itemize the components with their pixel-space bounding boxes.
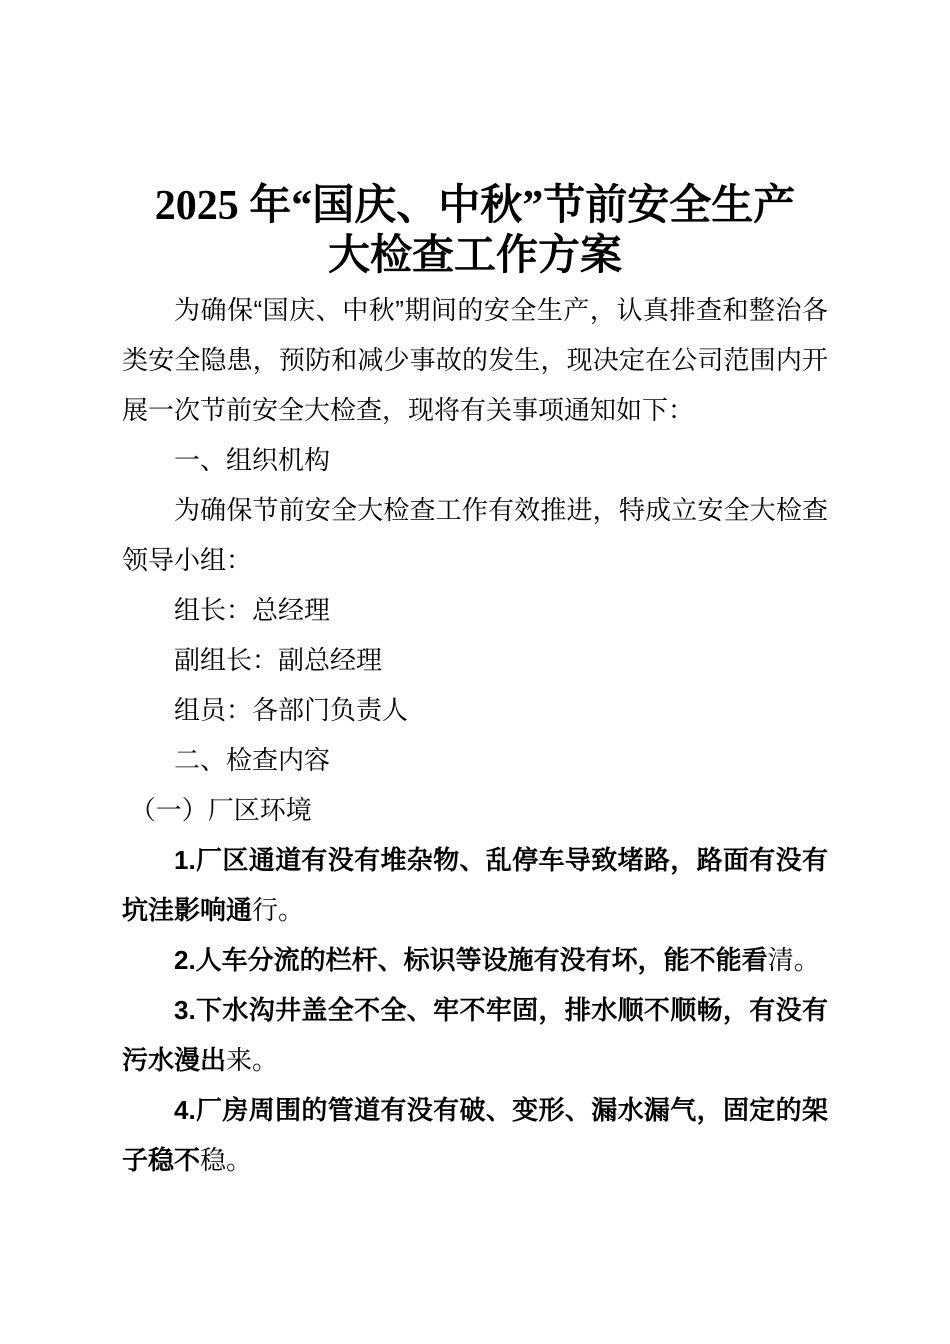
text-run: 清。 [767,945,820,975]
text-run: 组长：总经理 [174,595,331,625]
paragraph [122,485,828,585]
paragraph [122,635,828,685]
text-run: 一、组织机构 [174,445,331,475]
text-run: 3.下水沟井盖全不全、牢不牢固，排水顺不顺畅，有没有污水漫出 [122,995,828,1075]
text-run: 1.厂区通道有没有堆杂物、乱停车导致堵路，路面有没有坑洼影响通 [122,845,828,925]
paragraph [122,985,828,1085]
paragraph [122,935,828,985]
paragraph [122,585,828,635]
text-run: 稳。 [200,1145,253,1175]
text-run: 组员：各部门负责人 [174,695,409,725]
title-line: 2025 年“国庆、中秋”节前安全生产 [154,183,796,229]
paragraph [122,1085,828,1185]
paragraph [122,785,828,835]
text-run: 二、检查内容 [174,745,331,775]
title-line: 大检查工作方案 [327,233,622,279]
paragraph [122,685,828,735]
paragraph [122,735,828,785]
document-title [122,181,828,281]
paragraph [122,435,828,485]
paragraph [122,835,828,935]
paragraph [122,285,828,435]
text-run: 为确保节前安全大检查工作有效推进，特成立安全大检查领导小组： [122,495,828,575]
text-run: 行。 [252,895,305,925]
text-run: 副组长：副总经理 [174,645,383,675]
text-run: 来。 [226,1045,279,1075]
text-run: 为确保“国庆、中秋”期间的安全生产，认真排查和整治各类安全隐患，预防和减少事故的发生，现决定在公司范围内开展一次节前安全大检查，现将有关事项通知如下： [122,295,828,425]
document-body [122,285,828,1185]
text-run: （一）厂区环境 [129,795,312,825]
text-run: 4.厂房周围的管道有没有破、变形、漏水漏气，固定的架子稳不 [122,1095,828,1175]
text-run: 2.人车分流的栏杆、标识等设施有没有坏，能不能看 [174,945,768,975]
